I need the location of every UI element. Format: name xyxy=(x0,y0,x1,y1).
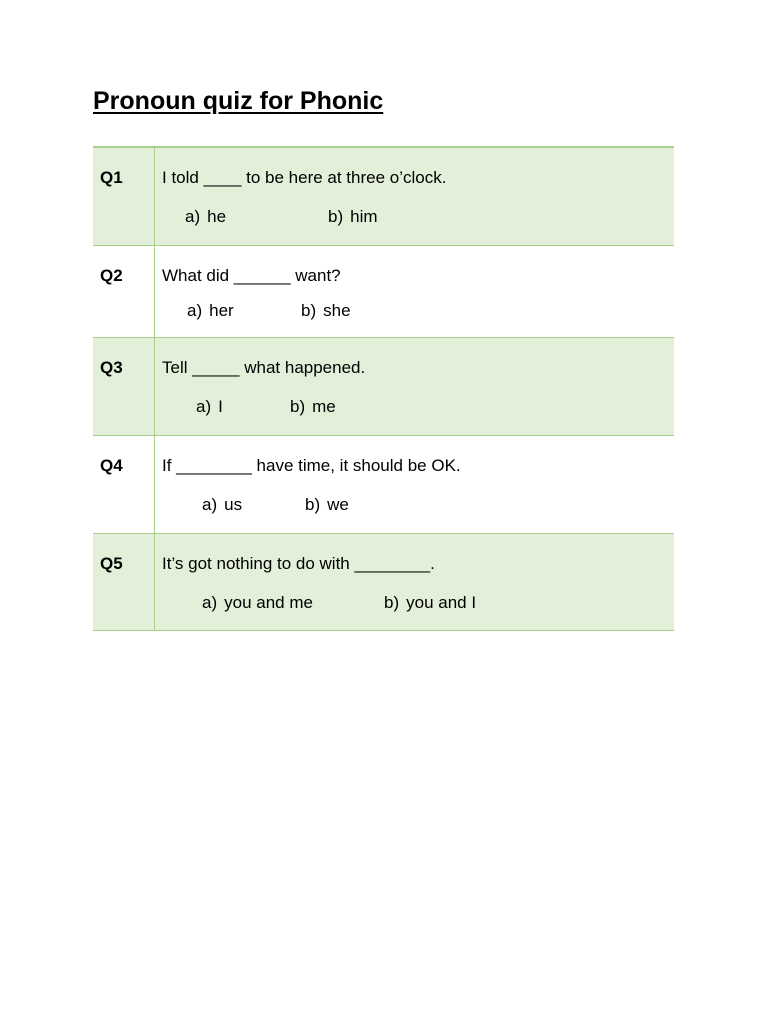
question-number: Q2 xyxy=(100,265,123,285)
option-b xyxy=(305,495,349,515)
option-a xyxy=(196,397,223,417)
quiz-table xyxy=(93,146,674,631)
question-body-cell xyxy=(155,245,675,337)
question-body-cell xyxy=(155,337,675,435)
page-title: Pronoun quiz for Phonic xyxy=(93,87,384,115)
option-text: he xyxy=(207,207,227,226)
question-text: Tell _____ what happened. xyxy=(162,357,366,377)
option-text: us xyxy=(224,494,243,514)
question-row-2 xyxy=(93,245,674,337)
option-text: you and I xyxy=(406,592,477,612)
option-letter: a) xyxy=(196,396,212,416)
option-text: me xyxy=(312,396,336,416)
question-number: Q5 xyxy=(100,553,123,573)
question-body-cell xyxy=(155,533,675,630)
option-b xyxy=(384,593,476,613)
question-number-cell xyxy=(93,147,155,245)
option-letter: b) xyxy=(305,494,321,514)
question-text: What did ______ want? xyxy=(162,265,341,285)
question-number-cell xyxy=(93,337,155,435)
option-text: him xyxy=(350,207,378,226)
question-number: Q4 xyxy=(100,455,123,475)
question-text: It’s got nothing to do with ________. xyxy=(162,553,435,573)
question-row-5 xyxy=(93,533,674,630)
option-a xyxy=(202,593,313,613)
option-letter: b) xyxy=(290,396,306,416)
question-text: If ________ have time, it should be OK. xyxy=(162,455,461,475)
option-letter: a) xyxy=(202,494,218,514)
question-row-1 xyxy=(93,147,674,245)
option-letter: a) xyxy=(185,207,201,226)
question-row-4 xyxy=(93,435,674,533)
option-b xyxy=(290,397,336,417)
question-number-cell xyxy=(93,245,155,337)
question-row-3 xyxy=(93,337,674,435)
option-letter: b) xyxy=(301,300,317,320)
question-body-cell xyxy=(155,435,675,533)
option-letter: a) xyxy=(202,592,218,612)
option-a xyxy=(187,301,234,321)
option-text: her xyxy=(209,300,234,320)
question-number: Q3 xyxy=(100,357,123,377)
option-a xyxy=(185,207,226,227)
option-b xyxy=(301,301,351,321)
option-letter: a) xyxy=(187,300,203,320)
option-a xyxy=(202,495,242,515)
option-text: I xyxy=(218,396,223,416)
option-letter: b) xyxy=(384,592,400,612)
question-number-cell xyxy=(93,533,155,630)
option-text: we xyxy=(327,494,349,514)
option-text: she xyxy=(323,300,351,320)
option-b xyxy=(328,207,378,227)
question-number: Q1 xyxy=(100,168,123,187)
question-number-cell xyxy=(93,435,155,533)
question-body-cell xyxy=(155,147,675,245)
option-text: you and me xyxy=(224,592,313,612)
option-letter: b) xyxy=(328,207,344,226)
question-text: I told ____ to be here at three o’clock. xyxy=(162,168,447,187)
